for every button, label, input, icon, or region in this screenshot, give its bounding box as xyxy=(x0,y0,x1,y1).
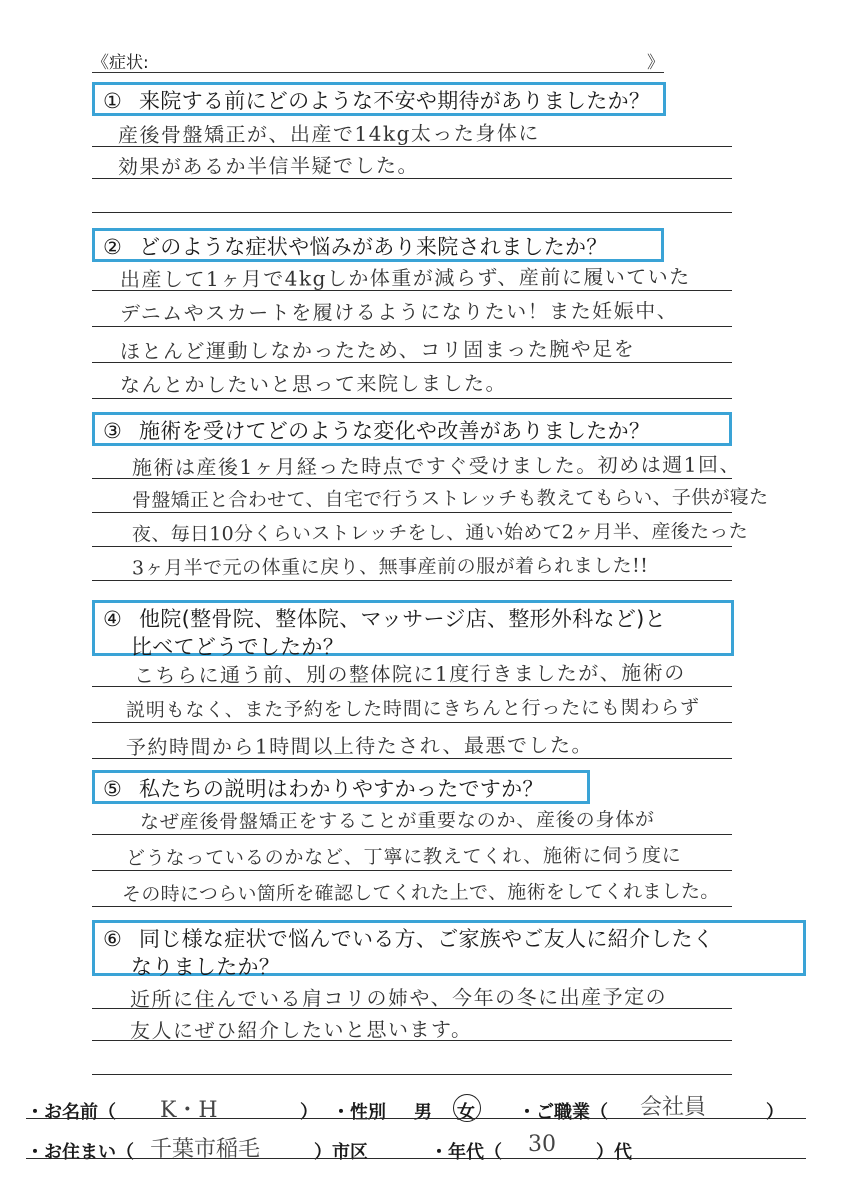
footer-line xyxy=(26,1158,806,1159)
answer-2-line-3: ほとんど運動しなかったため、コリ固まった腕や足を xyxy=(119,336,636,364)
question-5-text: 私たちの説明はわかりやすかったですか？ xyxy=(139,777,544,801)
ruled-line xyxy=(92,1008,732,1009)
answer-2-line-2: デニムやスカートを履けるようになりたい！また妊娠中、 xyxy=(119,298,679,326)
ruled-line xyxy=(92,722,732,723)
symptom-close: 》 xyxy=(647,53,664,73)
address-value: 千葉市稲毛 xyxy=(150,1137,261,1162)
ruled-line xyxy=(92,478,732,479)
name-close: ） xyxy=(300,1102,318,1123)
answer-2-line-1: 出産して1ヶ月で4kgしか体重が減らず、産前に履いていた xyxy=(119,264,691,292)
answer-3-line-1: 施術は産後1ヶ月経った時点ですぐ受けました。初めは週1回、 xyxy=(131,452,742,480)
job-label: ・ご職業（ xyxy=(518,1102,608,1123)
question-6-box xyxy=(92,920,806,979)
answer-3-line-4: 3ヶ月半で元の体重に戻り、無事産前の服が着られました!! xyxy=(131,554,649,580)
ruled-line xyxy=(92,834,732,835)
question-3-number: ③ xyxy=(103,419,123,443)
question-2-text: どのような症状や悩みがあり来院されましたか？ xyxy=(139,235,608,259)
footer-line xyxy=(26,1118,806,1119)
ruled-line xyxy=(92,290,732,291)
answer-4-line-3: 予約時間から1時間以上待たされ、最悪でした。 xyxy=(125,732,594,760)
answer-1-line-2: 効果があるか半信半疑でした。 xyxy=(117,153,420,179)
ruled-line xyxy=(92,326,732,327)
gender-female: 女 xyxy=(457,1102,475,1123)
ruled-line xyxy=(92,512,732,513)
age-value: 30 xyxy=(528,1132,556,1157)
age-close: ）代 xyxy=(596,1142,632,1163)
answer-6-line-2: 友人にぜひ紹介したいと思います。 xyxy=(129,1017,473,1043)
answer-5-line-2: どうなっているのかなど、丁寧に教えてくれ、施術に伺う度に xyxy=(125,844,682,870)
ruled-line xyxy=(92,398,732,399)
question-2-number: ② xyxy=(103,235,123,259)
answer-4-line-1: こちらに通う前、別の整体院に1度行きましたが、施術の xyxy=(133,660,686,688)
symptom-field xyxy=(92,44,664,73)
ruled-line xyxy=(92,178,732,179)
ruled-line xyxy=(92,906,732,907)
answer-5-line-1: なぜ産後骨盤矯正をすることが重要なのか、産後の身体が xyxy=(139,808,655,834)
question-4-text-2: 比べてどうでしたか？ xyxy=(131,635,344,659)
answer-1-line-1: 産後骨盤矯正が、出産で14kg太った身体に xyxy=(117,120,540,148)
ruled-line xyxy=(92,1074,732,1075)
job-close: ） xyxy=(766,1102,784,1123)
answer-4-line-2: 説明もなく、また予約をした時間にきちんと行ったにも関わらず xyxy=(125,696,700,722)
answer-2-line-4: なんとかしたいと思って来院しました。 xyxy=(119,370,508,398)
ruled-line xyxy=(92,362,732,363)
answer-3-line-3: 夜、毎日10分くらいストレッチをし、通い始めて2ヶ月半、産後たった xyxy=(131,520,749,546)
question-6-text-2: なりましたか？ xyxy=(131,955,281,979)
job-value: 会社員 xyxy=(640,1095,707,1120)
address-label: ・お住まい（ xyxy=(26,1142,134,1163)
answer-5-line-3: その時につらい箇所を確認してくれた上で、施術をしてくれました。 xyxy=(121,880,720,906)
ruled-line xyxy=(92,758,732,759)
ruled-line xyxy=(92,212,732,213)
address-close: ）市区 xyxy=(314,1142,368,1163)
name-label: ・お名前（ xyxy=(26,1102,116,1123)
ruled-line xyxy=(92,580,732,581)
question-1-box xyxy=(92,82,666,116)
ruled-line xyxy=(92,546,732,547)
question-6-text: 同じ様な症状で悩んでいる方、ご家族やご友人に紹介したく xyxy=(139,927,715,951)
age-label: ・年代（ xyxy=(430,1142,502,1163)
question-4-text: 他院(整骨院、整体院、マッサージ店、整形外科など)と xyxy=(139,607,666,631)
question-1-number: ① xyxy=(103,89,123,113)
gender-label: ・性別 xyxy=(332,1102,386,1123)
question-2-box xyxy=(92,228,664,262)
question-6-number: ⑥ xyxy=(103,927,123,951)
question-1-text: 来院する前にどのような不安や期待がありましたか？ xyxy=(139,89,651,113)
name-value: K・H xyxy=(160,1098,218,1123)
answer-6-line-1: 近所に住んでいる肩コリの姉や、今年の冬に出産予定の xyxy=(129,984,668,1012)
question-4-box xyxy=(92,600,734,659)
question-5-number: ⑤ xyxy=(103,777,123,801)
question-4-number: ④ xyxy=(103,607,123,631)
answer-3-line-2: 骨盤矯正と合わせて、自宅で行うストレッチも教えてもらい、子供が寝た xyxy=(131,486,769,512)
ruled-line xyxy=(92,870,732,871)
question-5-box xyxy=(92,770,590,804)
question-3-text: 施術を受けてどのような変化や改善がありましたか？ xyxy=(139,419,651,443)
ruled-line xyxy=(92,686,732,687)
ruled-line xyxy=(92,1040,732,1041)
ruled-line xyxy=(92,146,732,147)
symptom-label: 《症状: xyxy=(92,53,149,73)
gender-male: 男 xyxy=(414,1102,432,1123)
question-3-box xyxy=(92,412,732,446)
